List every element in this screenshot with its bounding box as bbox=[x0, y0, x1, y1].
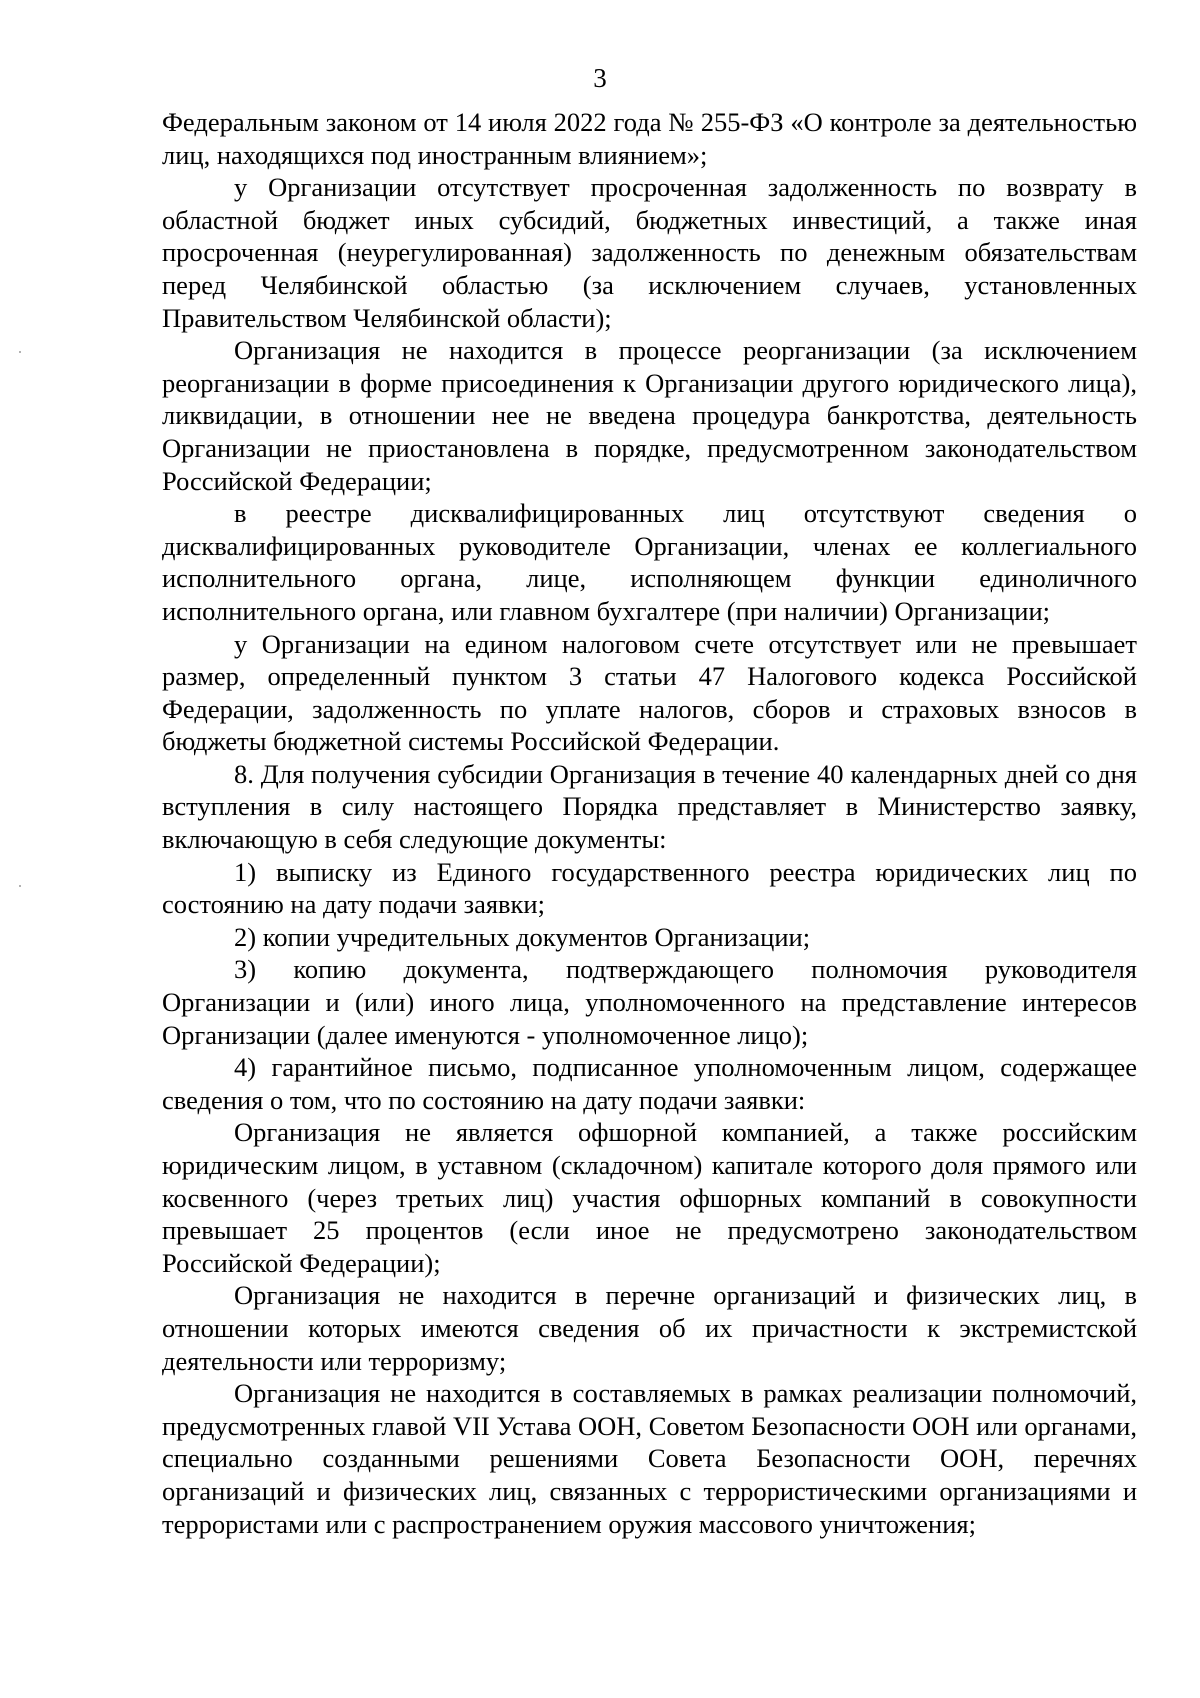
paragraph-offshore: Организация не является офшорной компанией, а также российским юридическим лицом, в уставном (складочном) капитале которого доля прямого или косвенного (через третьих лиц) участия офшорных компаний в совокупности превышает 25 процентов (если иное не предусмотрено законодательством Российской Федерации); bbox=[162, 1117, 1137, 1278]
scan-artifact-dot bbox=[19, 885, 21, 887]
paragraph-tax-account: у Организации на едином налоговом счете отсутствует или не превышает размер, определенный пунктом 3 статьи 47 Налогового кодекса Российской Федерации, задолженность по уплате налогов, сборов и страховых взносов в бюджеты бюджетной системы Российской Федерации. bbox=[162, 628, 1137, 757]
paragraph-no-reorganization: Организация не находится в процессе реорганизации (за исключением реорганизации в форме присоединения к Организации другого юридического лица), ликвидации, в отношении нее не введена процедура банкротства, деятельность Организации не приостановлена в порядке, предусмотренном законодательством Российской Федерации; bbox=[162, 335, 1137, 496]
list-item-2: 2) копии учредительных документов Организации; bbox=[234, 921, 811, 952]
paragraph-disqualified-registry: в реестре дисквалифицированных лиц отсутствуют сведения о дисквалифицированных руководителе Организации, членах ее коллегиального исполнительного органа, лице, исполняющем функции единоличного исполнительного органа, или главном бухгалтере (при наличии) Организации; bbox=[162, 498, 1137, 626]
paragraph-extremism-list: Организация не находится в перечне организаций и физических лиц, в отношении которых имеются сведения об их причастности к экстремистской деятельности или терроризму; bbox=[162, 1280, 1137, 1376]
page-number: 3 bbox=[593, 63, 607, 93]
list-item-4: 4) гарантийное письмо, подписанное уполномоченным лицом, содержащее сведения о том, что по состоянию на дату подачи заявки: bbox=[162, 1052, 1137, 1115]
paragraph-clause-8: 8. Для получения субсидии Организация в течение 40 календарных дней со дня вступления в силу настоящего Порядка представляет в Министерство заявку, включающую в себя следующие документы: bbox=[162, 758, 1137, 855]
paragraph-continuation: Федеральным законом от 14 июля 2022 года № 255-ФЗ «О контроле за деятельностью лиц, находящихся под иностранным влиянием»; bbox=[162, 107, 1137, 170]
list-item-3: 3) копию документа, подтверждающего полномочия руководителя Организации и (или) иного лица, уполномоченного на представление интересов Организации (далее именуются - уполномоченное лицо); bbox=[162, 954, 1137, 1050]
list-item-1: 1) выписку из Единого государственного реестра юридических лиц по состоянию на дату подачи заявки; bbox=[162, 856, 1137, 920]
scan-artifact-dot bbox=[19, 351, 21, 353]
paragraph-un-lists: Организация не находится в составляемых в рамках реализации полномочий, предусмотренных главой VII Устава ООН, Советом Безопасности ООН или органами, специально созданными решениями Совета Безопасности ООН, перечнях организаций и физических лиц, связанных с террористическими организациями и террористами или с распространением оружия массового уничтожения; bbox=[162, 1378, 1137, 1539]
document-body bbox=[162, 106, 1137, 1540]
paragraph-no-overdue-debt: у Организации отсутствует просроченная задолженность по возврату в областной бюджет иных субсидий, бюджетных инвестиций, а также иная просроченная (неурегулированная) задолженность по денежным обязательствам перед Челябинской областью (за исключением случаев, установленных Правительством Челябинской области); bbox=[162, 172, 1137, 333]
